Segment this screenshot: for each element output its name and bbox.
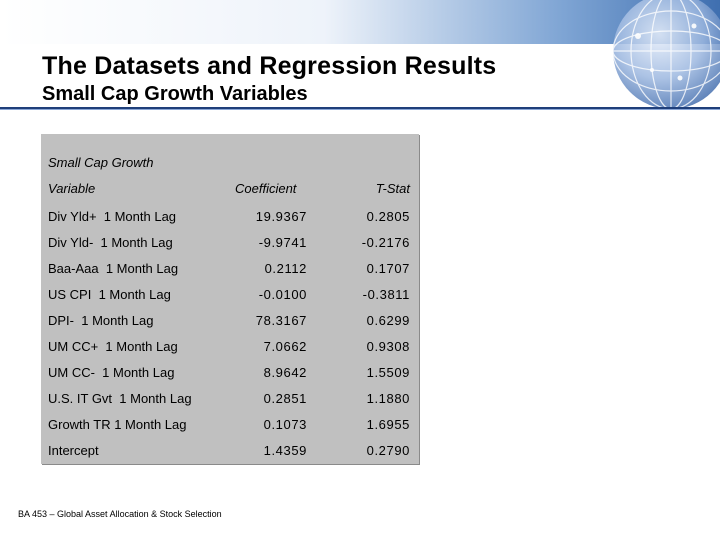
cell-coefficient: 0.1073: [263, 417, 307, 432]
page-subtitle: Small Cap Growth Variables: [42, 83, 308, 105]
table-row: [41, 384, 419, 410]
page-title: The Datasets and Regression Results: [42, 52, 497, 80]
regression-table: [41, 134, 419, 464]
cell-variable: Div Yld+ 1 Month Lag: [48, 209, 177, 224]
column-header-tstat: T-Stat: [375, 181, 410, 196]
column-header-variable: Variable: [48, 181, 96, 196]
table-row: [41, 228, 419, 254]
cell-tstat: 1.1880: [366, 391, 410, 406]
table-caption: Small Cap Growth: [48, 155, 154, 170]
cell-variable: U.S. IT Gvt 1 Month Lag: [48, 391, 192, 406]
table-row: [41, 202, 419, 228]
cell-variable: UM CC+ 1 Month Lag: [48, 339, 178, 354]
table-row: [41, 254, 419, 280]
cell-variable: UM CC- 1 Month Lag: [48, 365, 175, 380]
table-row: [41, 410, 419, 436]
table-header: [41, 134, 419, 202]
cell-coefficient: -9.9741: [258, 235, 307, 250]
cell-tstat: -0.2176: [361, 235, 410, 250]
cell-coefficient: 19.9367: [255, 209, 307, 224]
cell-tstat: -0.3811: [362, 287, 410, 302]
globe-icon: [576, 0, 720, 146]
cell-tstat: 0.9308: [366, 339, 410, 354]
cell-coefficient: 78.3167: [255, 313, 307, 328]
cell-variable: Growth TR 1 Month Lag: [48, 417, 187, 432]
cell-tstat: 0.2805: [366, 209, 410, 224]
column-header-coefficient: Coefficient: [235, 181, 297, 196]
cell-coefficient: 8.9642: [263, 365, 307, 380]
cell-coefficient: 1.4359: [263, 443, 307, 458]
cell-tstat: 0.2790: [366, 443, 410, 458]
footer-course-title: BA 453 – Global Asset Allocation & Stock Selection: [18, 509, 222, 519]
cell-tstat: 0.1707: [366, 261, 410, 276]
cell-coefficient: 0.2851: [263, 391, 307, 406]
cell-variable: Intercept: [48, 443, 99, 458]
table-row: [41, 436, 419, 462]
table-row: [41, 358, 419, 384]
table-row: [41, 332, 419, 358]
cell-tstat: 1.6955: [366, 417, 410, 432]
table-body: [41, 202, 419, 462]
cell-coefficient: 0.2112: [264, 261, 307, 276]
cell-variable: US CPI 1 Month Lag: [48, 287, 171, 302]
cell-variable: DPI- 1 Month Lag: [48, 313, 154, 328]
cell-variable: Baa-Aaa 1 Month Lag: [48, 261, 179, 276]
table-row: [41, 306, 419, 332]
cell-coefficient: -0.0100: [258, 287, 307, 302]
title-divider-accent: [0, 109, 720, 110]
cell-tstat: 0.6299: [366, 313, 410, 328]
table-row: [41, 280, 419, 306]
cell-coefficient: 7.0662: [263, 339, 307, 354]
cell-tstat: 1.5509: [366, 365, 410, 380]
cell-variable: Div Yld- 1 Month Lag: [48, 235, 173, 250]
